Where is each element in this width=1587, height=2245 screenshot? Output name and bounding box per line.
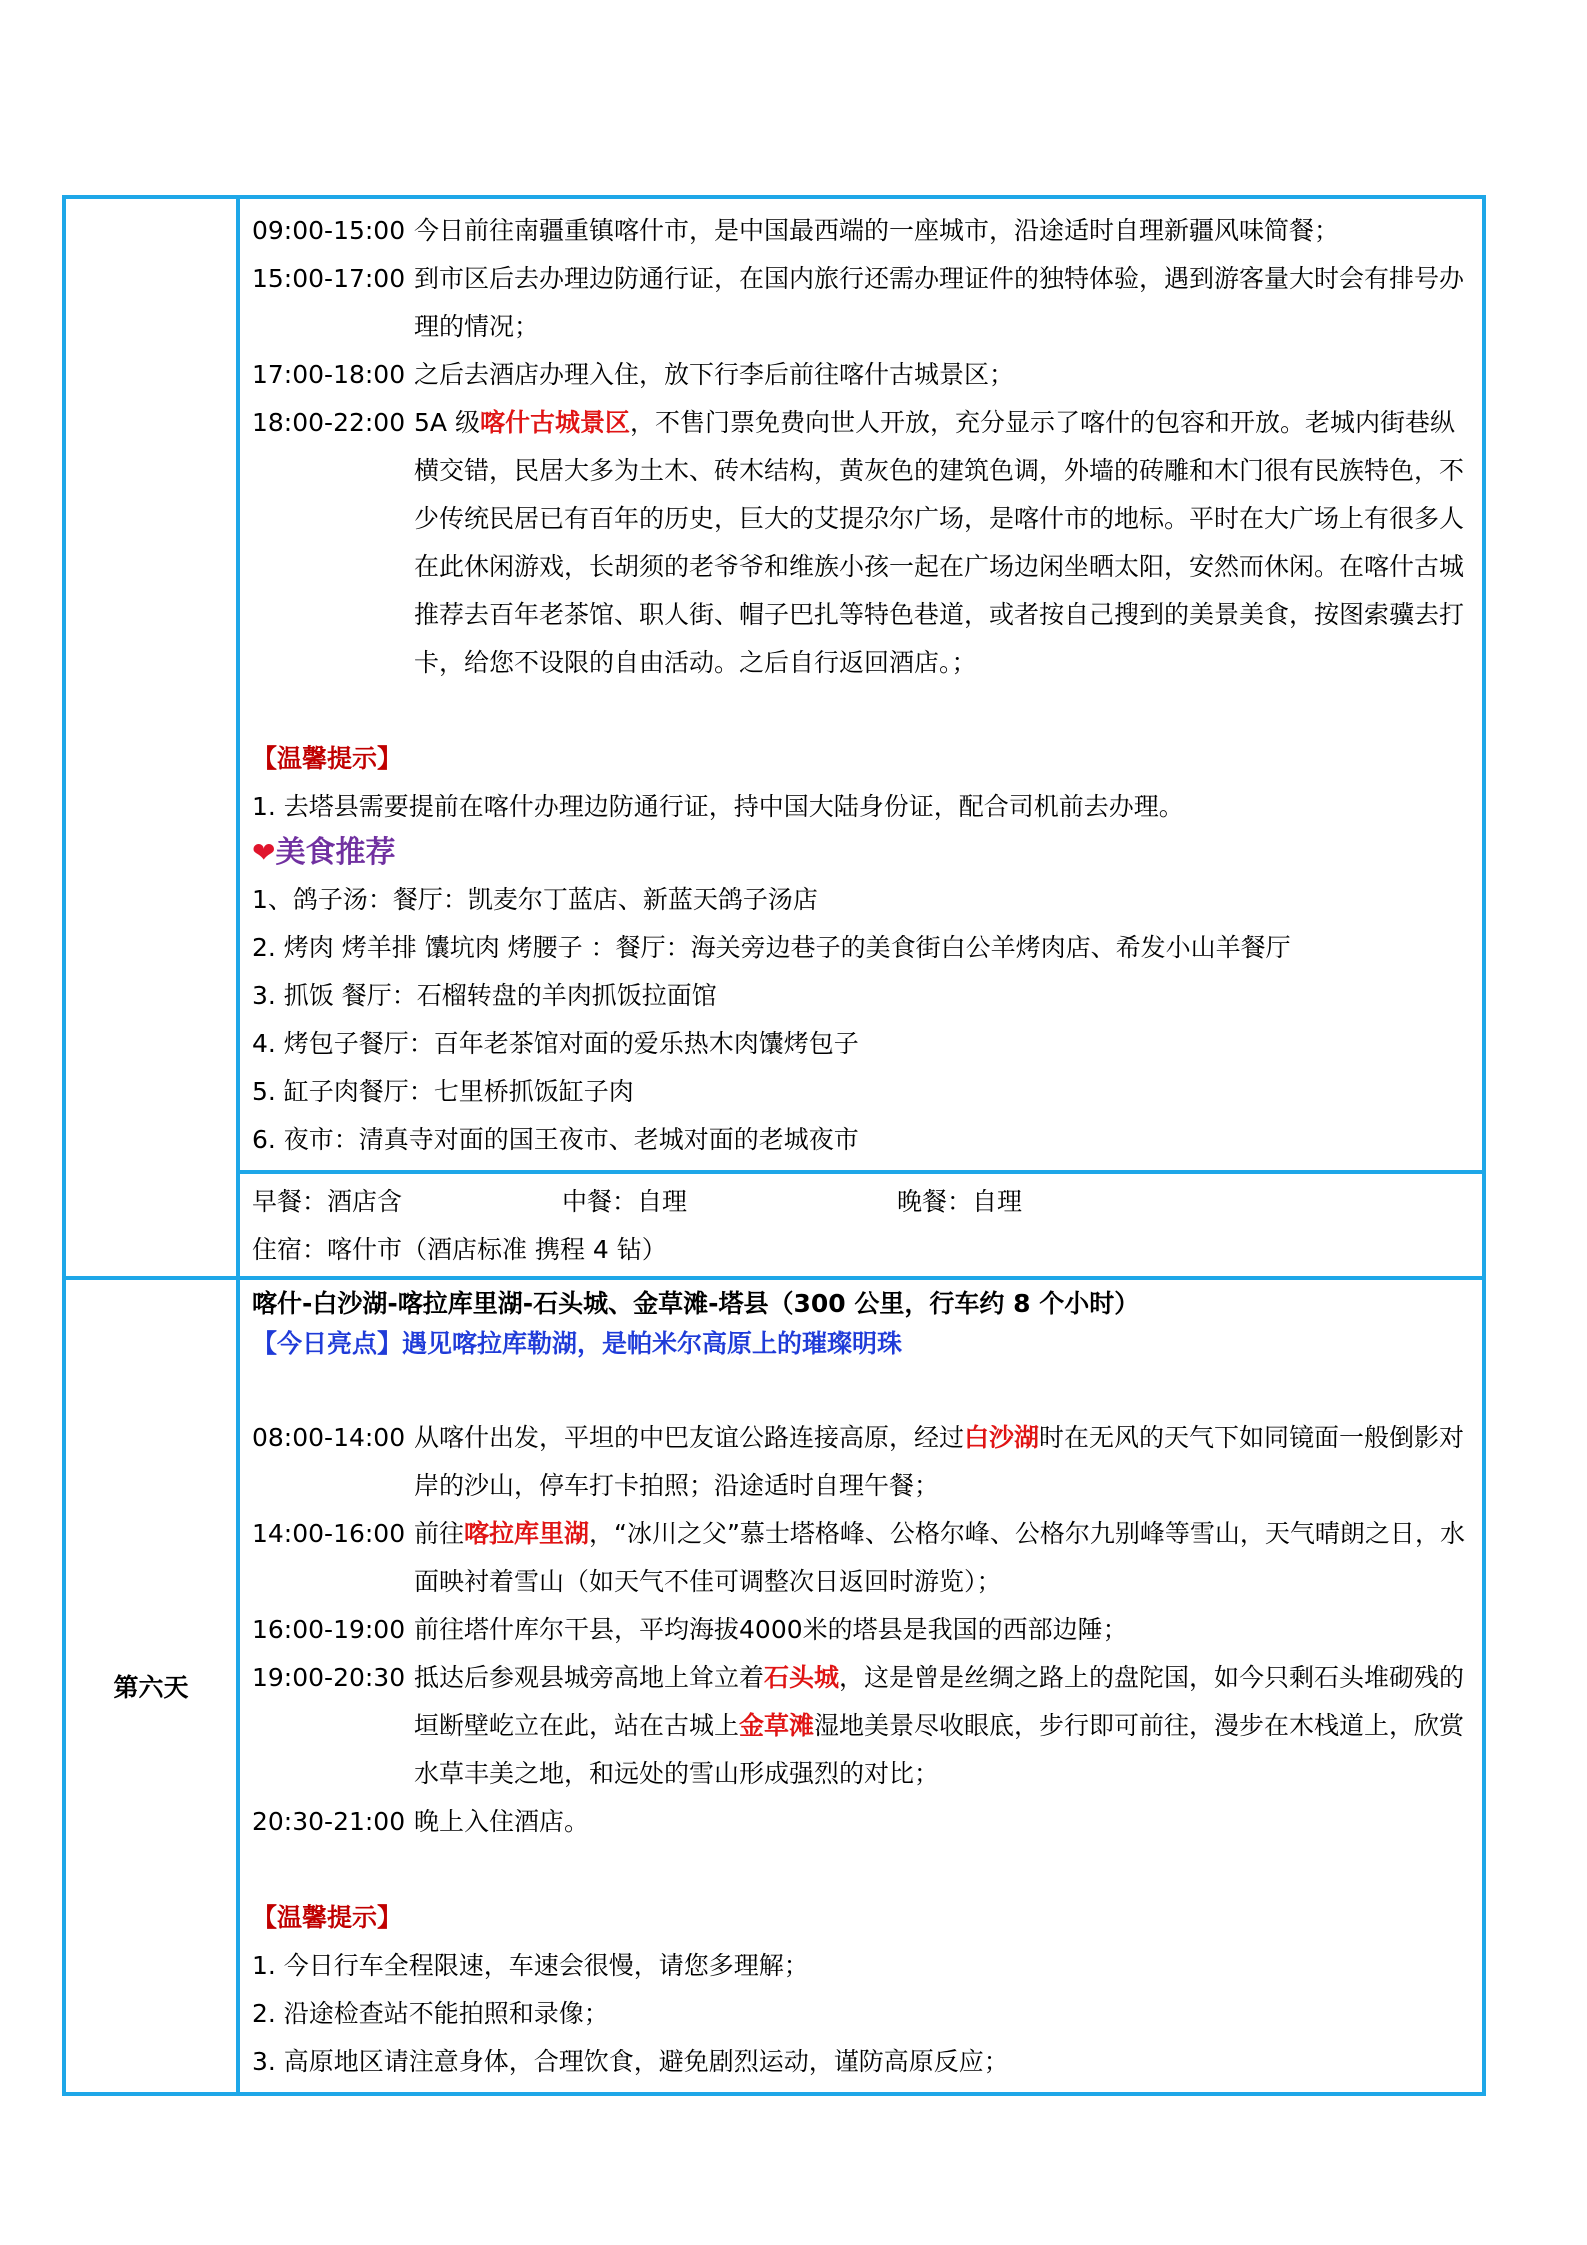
schedule-time: 08:00-14:00 — [252, 1423, 406, 1452]
food-item: 6. 夜市：清真寺对面的国王夜市、老城对面的老城夜市 — [252, 1125, 859, 1154]
food-item: 2. 烤肉 烤羊排 馕坑肉 烤腰子 ：餐厅：海关旁边巷子的美食街白公羊烤肉店、希发小山羊餐厅 — [252, 933, 1291, 962]
description-text: 5A 级 — [414, 408, 480, 437]
description-text: 时在无风的天气下如同镜面一般倒影对岸的沙山，停车打卡拍照；沿途适时自理午餐； — [414, 1423, 1465, 1500]
schedule-entry — [252, 1654, 1470, 1798]
description-text: ，不售门票免费向世人开放，充分显示了喀什的包容和开放。老城内街巷纵横交错，民居大多为土木、砖木结构，黄灰色的建筑色调，外墙的砖雕和木门很有民族特色，不少传统民居已有百年的历史，巨大的艾提尕尔广场，是喀什市的地标。平时在大广场上有很多人在此休闲游戏，长胡须的老爷爷和维族小孩一起在广场边闲坐晒太阳，安然而休闲。在喀什古城推荐去百年老茶馆、职人街、帽子巴扎等特色巷道，或者按自己搜到的美景美食，按图索骥去打卡，给您不设限的自由活动。之后自行返回酒店。； — [414, 408, 1465, 677]
schedule-description — [414, 399, 1470, 687]
description-text: ，“冰川之父”慕士塔格峰、公格尔峰、公格尔九别峰等雪山，天气晴朗之日，水面映衬着雪山（如天气不佳可调整次日返回时游览）； — [414, 1519, 1465, 1596]
food-item: 5. 缸子肉餐厅：七里桥抓饭缸子肉 — [252, 1077, 634, 1106]
schedule-time: 18:00-22:00 — [252, 408, 406, 437]
food-item: 3. 抓饭 餐厅：石榴转盘的羊肉抓饭拉面馆 — [252, 981, 717, 1010]
schedule-time: 14:00-16:00 — [252, 1519, 406, 1548]
dinner: 晚餐：自理 — [897, 1187, 1023, 1216]
food-title: 美食推荐 — [275, 835, 396, 870]
schedule-time: 16:00-19:00 — [252, 1615, 406, 1644]
schedule-entry — [252, 1510, 1470, 1606]
day5-schedule — [252, 207, 1470, 687]
schedule-description — [414, 1654, 1470, 1798]
tip-item: 1. 去塔县需要提前在喀什办理边防通行证，持中国大陆身份证，配合司机前去办理。 — [252, 792, 1184, 821]
schedule-description — [414, 207, 1470, 255]
description-text: 从喀什出发，平坦的中巴友谊公路连接高原，经过 — [414, 1423, 965, 1452]
schedule-description — [414, 1606, 1470, 1654]
schedule-entry — [252, 1414, 1470, 1510]
day5-tips — [252, 783, 1470, 831]
tip-item: 1. 今日行车全程限速，车速会很慢，请您多理解； — [252, 1951, 809, 1980]
schedule-time: 15:00-17:00 — [252, 264, 406, 293]
meals-line — [252, 1178, 1470, 1226]
tip-item: 2. 沿途检查站不能拍照和录像； — [252, 1999, 609, 2028]
schedule-entry — [252, 1606, 1470, 1654]
highlighted-place: 喀什古城景区 — [479, 408, 630, 437]
schedule-time: 09:00-15:00 — [252, 216, 406, 245]
day5-content-cell — [238, 197, 1484, 1172]
day6-label: 第六天 — [64, 1278, 238, 2094]
highlighted-place: 石头城 — [764, 1663, 840, 1692]
description-text: 到市区后去办理边防通行证，在国内旅行还需办理证件的独特体验，遇到游客量大时会有排号办理的情况； — [414, 264, 1465, 341]
highlighted-place: 喀拉库里湖 — [464, 1519, 590, 1548]
schedule-description — [414, 1510, 1470, 1606]
schedule-time: 19:00-20:30 — [252, 1663, 406, 1692]
schedule-description — [414, 1798, 1470, 1846]
itinerary-page — [62, 195, 1486, 2096]
description-text: 晚上入住酒店。 — [414, 1807, 590, 1836]
schedule-entry — [252, 255, 1470, 351]
food-list — [252, 876, 1470, 1164]
highlighted-place: 金草滩 — [739, 1711, 815, 1740]
day6-row — [64, 1278, 1484, 2094]
breakfast: 早餐：酒店含 — [252, 1187, 403, 1216]
schedule-time: 17:00-18:00 — [252, 360, 406, 389]
day5-schedule-row — [64, 197, 1484, 1172]
schedule-description — [414, 351, 1470, 399]
day6-schedule — [252, 1414, 1470, 1846]
description-text: 前往 — [414, 1519, 465, 1548]
schedule-entry — [252, 399, 1470, 687]
schedule-entry — [252, 1798, 1470, 1846]
tip-item: 3. 高原地区请注意身体，合理饮食，避免剧烈运动，谨防高原反应； — [252, 2047, 1009, 2076]
day5-tip-title: 【温馨提示】 — [252, 744, 403, 773]
schedule-time: 20:30-21:00 — [252, 1807, 406, 1836]
food-item: 4. 烤包子餐厅：百年老茶馆对面的爱乐热木肉馕烤包子 — [252, 1029, 859, 1058]
food-recommend-title — [252, 831, 1470, 876]
itinerary-table — [62, 195, 1486, 2096]
day6-tips — [252, 1942, 1470, 2086]
day6-tip-title: 【温馨提示】 — [252, 1903, 403, 1932]
description-text: 湿地美景尽收眼底，步行即可前往，漫步在木栈道上，欣赏水草丰美之地，和远处的雪山形成强烈的对比； — [414, 1711, 1465, 1788]
description-text: 前往塔什库尔干县，平均海拔4000米的塔县是我国的西部边陲； — [414, 1615, 1128, 1644]
day6-today-highlight: 【今日亮点】遇见喀拉库勒湖，是帕米尔高原上的璀璨明珠 — [252, 1329, 903, 1358]
schedule-description — [414, 255, 1470, 351]
heart-icon: ❤ — [252, 836, 276, 869]
day6-route: 喀什-白沙湖-喀拉库里湖-石头城、金草滩-塔县（300 公里，行车约 8 个小时） — [252, 1289, 1140, 1318]
highlighted-place: 白沙湖 — [964, 1423, 1040, 1452]
lunch: 中餐：自理 — [562, 1187, 688, 1216]
schedule-entry — [252, 351, 1470, 399]
schedule-entry — [252, 207, 1470, 255]
day5-meals-row — [64, 1172, 1484, 1278]
description-text: ，这是曾是丝绸之路上的盘陀国，如今只剩石头堆砌残的垣断壁屹立在此，站在古城上 — [414, 1663, 1465, 1740]
schedule-description — [414, 1414, 1470, 1510]
lodging: 住宿：喀什市（酒店标准 携程 4 钻） — [252, 1235, 667, 1264]
day6-content-cell — [238, 1278, 1484, 2094]
day5-meals-cell — [238, 1172, 1484, 1278]
description-text: 之后去酒店办理入住，放下行李后前往喀什古城景区； — [414, 360, 1015, 389]
description-text: 今日前往南疆重镇喀什市，是中国最西端的一座城市，沿途适时自理新疆风味简餐； — [414, 216, 1340, 245]
day5-label-cell — [64, 197, 238, 1278]
food-item: 1、鸽子汤：餐厅：凯麦尔丁蓝店、新蓝天鸽子汤店 — [252, 885, 818, 914]
description-text: 抵达后参观县城旁高地上耸立着 — [414, 1663, 765, 1692]
